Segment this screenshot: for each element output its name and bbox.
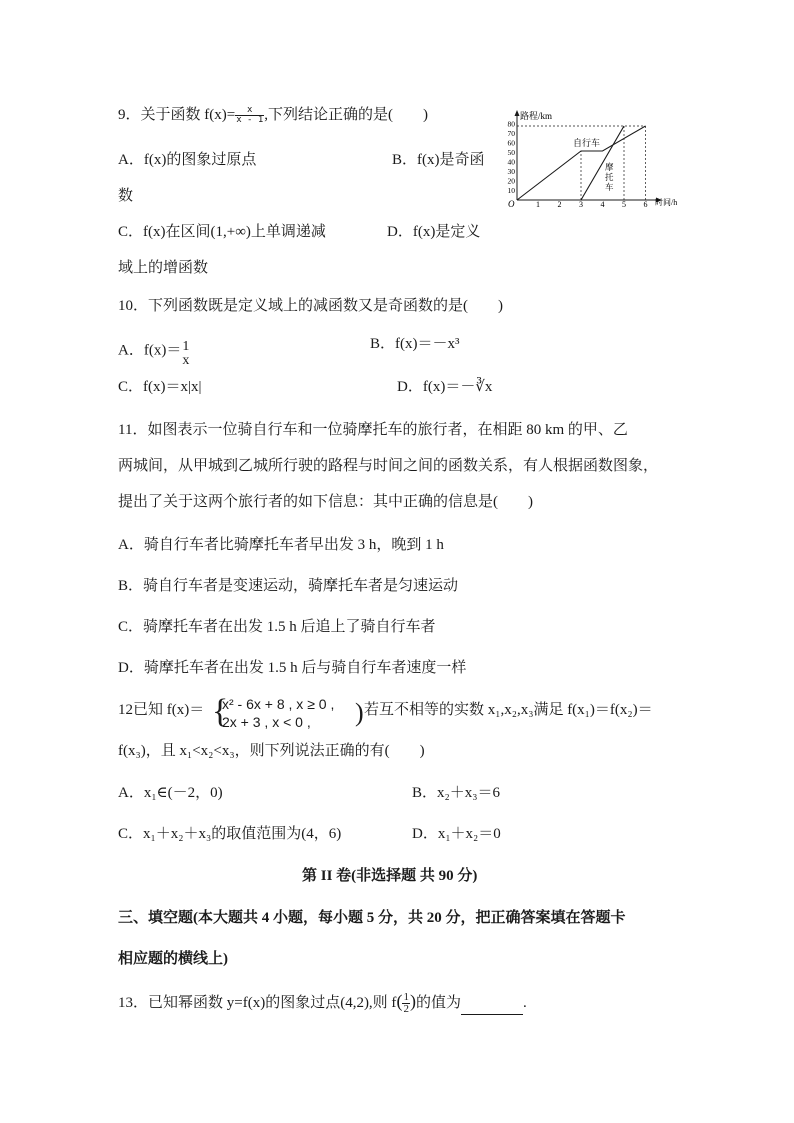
q10-option-b: B．f(x)＝－x³ [370,336,460,352]
q11-line2: 两城间，从甲城到乙城所行驶的路程与时间之间的函数关系，有人根据函数图象， [118,458,659,474]
x-tick: 5 [622,200,626,208]
q9-option-d-wrap: 域上的增函数 [118,260,209,276]
origin-label: O [508,199,515,208]
q11-option-b: B．骑自行车者是变速运动，骑摩托车者是匀速运动 [118,578,459,594]
q10-option-a: A．f(x)＝ 1 x [118,339,190,368]
moto-label: 摩 [605,162,614,172]
y-tick: 60 [507,138,515,148]
q11-line1: 11．如图表示一位骑自行车和一位骑摩托车的旅行者，在相距 80 km 的甲、乙 [118,422,628,438]
q10-option-d: D．f(x)＝－∛x [397,379,493,395]
y-tick: 30 [507,167,515,176]
q11-option-a: A．骑自行车者比骑摩托车者早出发 3 h，晚到 1 h [118,537,444,553]
moto-label: 托 [605,172,614,182]
q9-option-b: B．f(x)是奇函 [392,152,485,168]
q9-fraction: $\frac{x}{x - 1}$ [236,105,264,126]
moto-label: 车 [605,182,614,192]
y-tick: 10 [507,186,515,195]
q9-stem: 9．关于函数 f(x)= $\frac{x}{x - 1}$ ,下列结论正确的是( ) [118,105,429,126]
q13: 13．已知幂函数 y=f(x)的图象过点(4,2),则 f( $\frac{1}{2}$ )的值为 . [118,991,527,1016]
q10-d-root: ∛x [475,379,493,395]
q10-a-fraction: 1 x [182,339,190,368]
y-tick: 50 [507,148,515,157]
q12-prefix: 12已知 f(x)＝ [118,702,205,718]
bike-label: 自行车 [573,138,601,148]
q11-line3: 提出了关于这两个旅行者的如下信息：其中正确的信息是( ) [118,494,533,510]
y-axis-arrow [515,110,520,116]
q9-option-a: A．f(x)的图象过原点 [118,152,257,168]
distance-time-graph [500,108,692,208]
y-axis-label: 路程/km [520,111,553,121]
q10-stem: 10．下列函数既是定义域上的减函数又是奇函数的是( ) [118,298,503,314]
q12-close-paren: ) [355,698,364,727]
q12-option-a: A．x₁∈(－2，0) [118,785,223,801]
q10-option-c: C．f(x)＝x|x| [118,379,202,395]
q12-option-d: D．x₁＋x₂＝0 [412,826,501,842]
q12-option-c: C．x₁＋x₂＋x₃的取值范围为(4，6) [118,826,342,842]
x-tick: 4 [600,200,605,208]
q12-brace: { [212,693,229,730]
q9-option-b-wrap: 数 [118,188,134,204]
x-axis-label: 时间/h [655,198,678,207]
section2-heading-line1: 三、填空题(本大题共 4 小题，每小题 5 分，共 20 分，把正确答案填在答题卡 [118,910,626,926]
section2-heading-line2: 相应题的横线上) [118,951,228,967]
y-tick: 80 [507,119,515,129]
x-tick: 3 [579,200,583,208]
q12-piece1: x² - 6x + 8 , x ≥ 0 , [222,696,335,712]
q12-piece2: 2x + 3 , x < 0 , [222,714,311,730]
q12-suffix: 若互不相等的实数 x₁,x₂,x₃满足 f(x₁)＝f(x₂)＝ [364,702,653,718]
q12-option-b: B．x₂＋x₃＝6 [412,785,500,801]
q13-answer-blank[interactable] [461,1000,523,1015]
q9-option-c: C．f(x)在区间(1,+∞)上单调递减 [118,224,326,240]
x-tick: 6 [643,200,648,208]
section2-title: 第 II 卷(非选择题 共 90 分) [302,868,478,884]
q13-fraction: $\frac{1}{2}$ [403,991,409,1016]
q11-option-d: D．骑摩托车者在出发 1.5 h 后与骑自行车者速度一样 [118,660,467,676]
y-tick: 20 [507,176,515,186]
q9-option-d: D．f(x)是定义 [387,224,481,240]
q11-option-c: C．骑摩托车者在出发 1.5 h 后追上了骑自行车者 [118,619,436,635]
y-tick: 70 [507,129,515,138]
x-tick: 2 [557,200,562,208]
y-tick: 40 [507,157,515,167]
x-tick: 1 [536,200,540,208]
q12-line2: f(x₃)，且 x₁<x₂<x₃，则下列说法正确的有( ) [118,743,425,759]
